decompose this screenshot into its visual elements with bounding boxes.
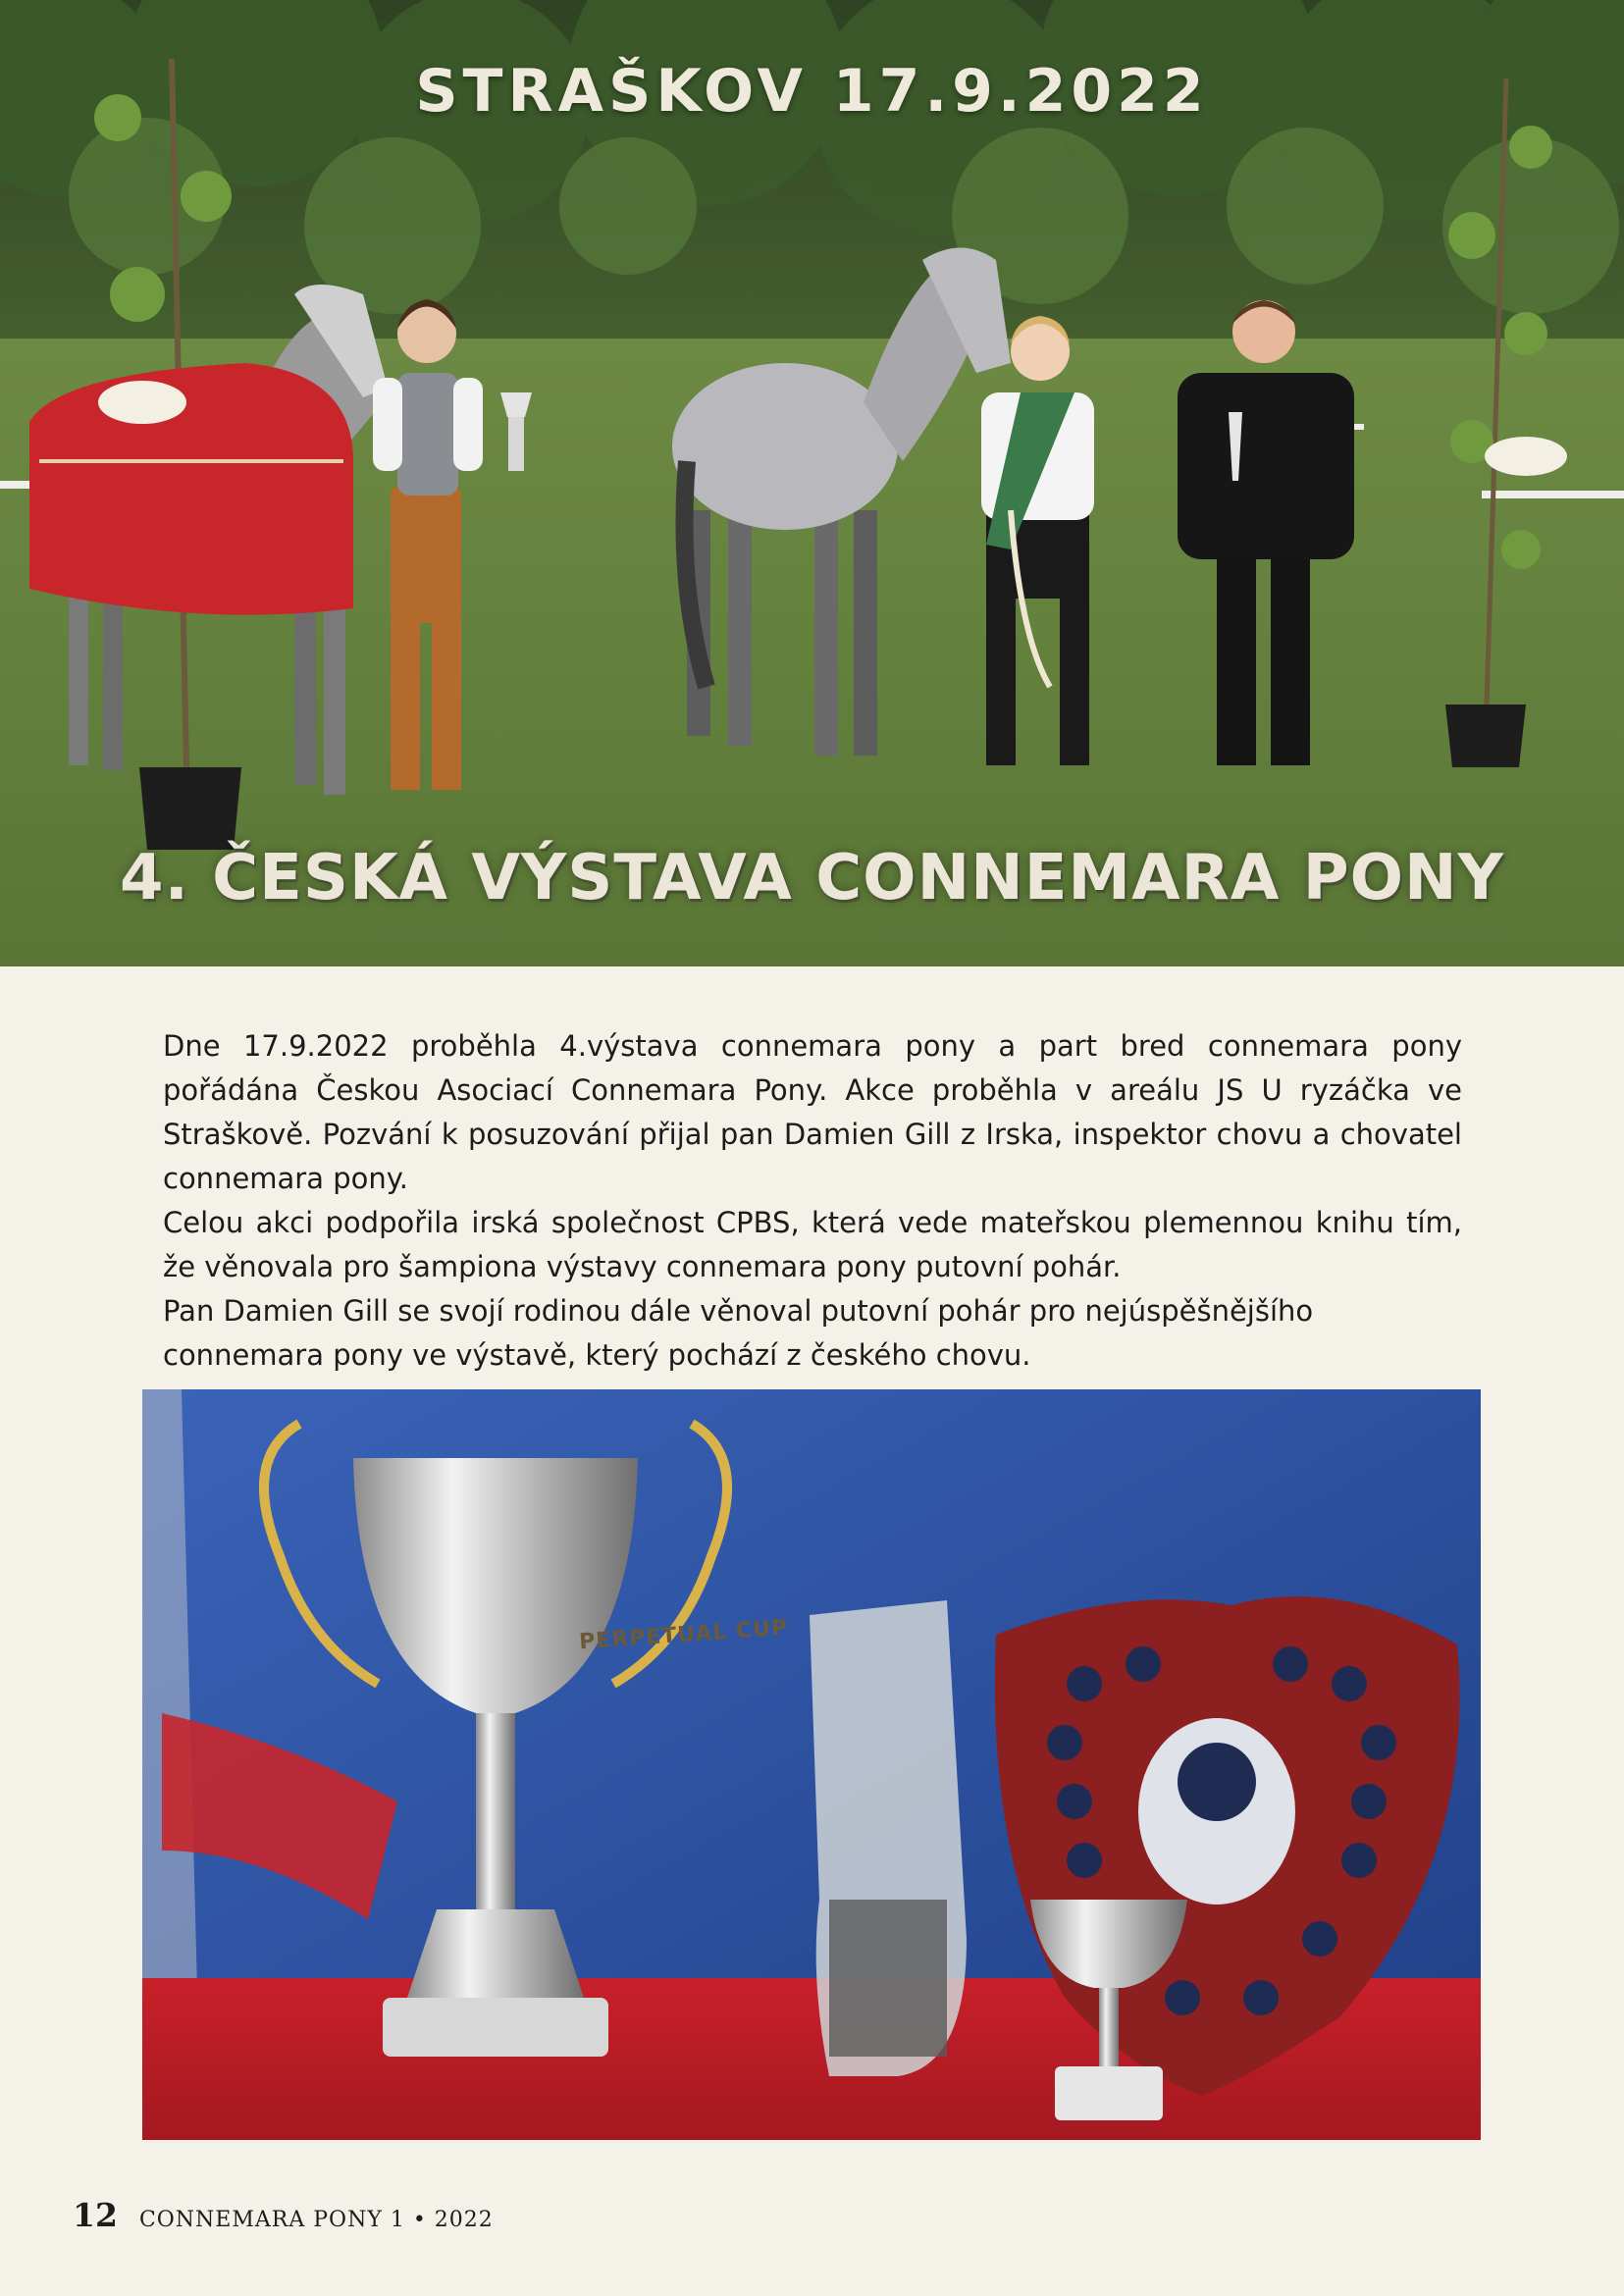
- article-body: [163, 1024, 1462, 1378]
- hero-scene-illustration: [0, 0, 1624, 966]
- cup-engraving: PERPETUAL CUP: [578, 1615, 789, 1655]
- hero-date-heading: STRAŠKOV 17.9.2022: [415, 57, 1209, 126]
- trophy-photo: [142, 1389, 1481, 2140]
- article-paragraph: Dne 17.9.2022 proběhla 4.výstava connemara pony a part bred connemara pony pořádána Českou Asociací Connemara Pony. Akce proběhla v areálu JS U ryzáčka ve Straškově. Pozvání k posuzování přijal pan Damien Gill z Irska, inspektor chovu a chovatel connemara pony.: [163, 1029, 1462, 1195]
- article-paragraph: Pan Damien Gill se svojí rodinou dále věnoval putovní pohár pro nejúspěšnějšího connemara pony ve výstavě, který pochází z českého chovu.: [163, 1294, 1314, 1372]
- page-footer: [73, 2196, 494, 2234]
- page-number: 12: [73, 2196, 118, 2234]
- hero-title: 4. ČESKÁ VÝSTAVA CONNEMARA PONY: [120, 842, 1504, 914]
- magazine-issue: CONNEMARA PONY 1 • 2022: [138, 2208, 494, 2232]
- hero-photo: [0, 0, 1624, 966]
- trophy-scene-illustration: [142, 1389, 1481, 2140]
- article-paragraph: Celou akci podpořila irská společnost CPBS, která vede mateřskou plemennou knihu tím, že věnovala pro šampiona výstavy connemara pony putovní pohár.: [163, 1206, 1462, 1283]
